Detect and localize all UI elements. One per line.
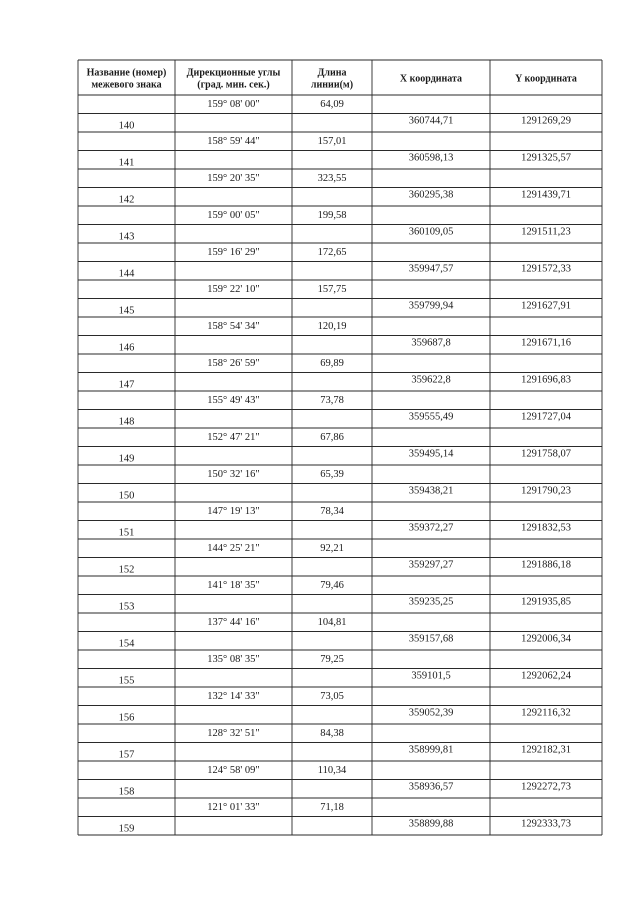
y-coordinate-cell: 1291790,23 xyxy=(521,485,571,497)
y-coordinate-cell: 1291572,33 xyxy=(521,263,571,275)
direction-angle-cell: 147° 19' 13" xyxy=(207,506,260,517)
table-row xyxy=(207,543,344,554)
column-header: Y координата xyxy=(515,73,577,85)
boundary-mark-cell: 145 xyxy=(118,305,135,317)
line-length-cell: 71,18 xyxy=(320,802,344,813)
table-row xyxy=(119,227,571,243)
direction-angle-cell: 155° 49' 43" xyxy=(207,395,260,406)
x-coordinate-cell: 360744,71 xyxy=(408,115,454,127)
table-row xyxy=(119,819,571,835)
table-row xyxy=(207,284,346,295)
table-row xyxy=(119,375,571,391)
direction-angle-cell: 132° 14' 33" xyxy=(207,691,260,702)
y-coordinate-cell: 1291627,91 xyxy=(521,300,571,312)
line-length-cell: 157,75 xyxy=(317,284,347,295)
direction-angle-cell: 159° 20' 35" xyxy=(207,173,260,184)
boundary-mark-cell: 149 xyxy=(118,453,135,465)
table-row xyxy=(119,597,571,613)
table-row xyxy=(119,301,571,317)
y-coordinate-cell: 1292062,24 xyxy=(521,670,571,682)
boundary-mark-cell: 141 xyxy=(118,157,135,169)
direction-angle-cell: 152° 47' 21" xyxy=(207,432,260,443)
table-row xyxy=(207,617,346,628)
y-coordinate-cell: 1291886,18 xyxy=(521,559,571,571)
boundary-mark-cell: 146 xyxy=(118,342,135,354)
direction-angle-cell: 128° 32' 51" xyxy=(207,728,260,739)
boundary-mark-cell: 150 xyxy=(118,490,135,502)
line-length-cell: 84,38 xyxy=(320,728,344,739)
table-row xyxy=(119,153,571,169)
x-coordinate-cell: 359157,68 xyxy=(408,633,454,645)
x-coordinate-cell: 359235,25 xyxy=(408,596,454,608)
boundary-mark-cell: 156 xyxy=(118,712,135,724)
x-coordinate-cell: 359947,57 xyxy=(408,263,454,275)
y-coordinate-cell: 1292333,73 xyxy=(521,818,571,830)
line-length-cell: 199,58 xyxy=(317,210,347,221)
column-header: линии(м) xyxy=(310,79,354,91)
table-row xyxy=(207,691,344,702)
table-row xyxy=(119,449,571,465)
boundary-mark-cell: 154 xyxy=(118,638,135,650)
y-coordinate-cell: 1291511,23 xyxy=(521,226,571,238)
table-row xyxy=(207,728,344,739)
boundary-mark-cell: 157 xyxy=(118,749,135,761)
table-row xyxy=(207,210,346,221)
table-row xyxy=(119,338,571,354)
column-header: Длина xyxy=(317,67,347,79)
x-coordinate-cell: 358999,81 xyxy=(408,744,454,756)
x-coordinate-cell: 359438,21 xyxy=(408,485,454,497)
direction-angle-cell: 158° 54' 34" xyxy=(207,321,260,332)
boundary-mark-cell: 148 xyxy=(118,416,135,428)
table-row xyxy=(119,264,571,280)
direction-angle-cell: 124° 58' 09" xyxy=(207,765,260,776)
direction-angle-cell: 159° 16' 29" xyxy=(207,247,260,258)
table-row xyxy=(207,580,344,591)
table-row xyxy=(119,116,571,132)
direction-angle-cell: 158° 26' 59" xyxy=(207,358,260,369)
x-coordinate-cell: 360109,05 xyxy=(408,226,454,238)
x-coordinate-cell: 360295,38 xyxy=(408,189,454,201)
x-coordinate-cell: 359101,5 xyxy=(411,670,451,682)
table-row xyxy=(119,523,571,539)
y-coordinate-cell: 1291671,16 xyxy=(521,337,571,349)
table-row xyxy=(207,654,344,665)
direction-angle-cell: 150° 32' 16" xyxy=(207,469,260,480)
line-length-cell: 65,39 xyxy=(320,469,344,480)
direction-angle-cell: 159° 08' 00" xyxy=(207,99,260,110)
direction-angle-cell: 141° 18' 35" xyxy=(207,580,260,591)
direction-angle-cell: 158° 59' 44" xyxy=(207,136,260,147)
x-coordinate-cell: 359799,94 xyxy=(408,300,454,312)
table-row xyxy=(207,173,346,184)
column-header: X координата xyxy=(399,73,463,85)
x-coordinate-cell: 359052,39 xyxy=(408,707,454,719)
y-coordinate-cell: 1292272,73 xyxy=(521,781,571,793)
line-length-cell: 73,05 xyxy=(320,691,344,702)
direction-angle-cell: 159° 22' 10" xyxy=(207,284,260,295)
x-coordinate-cell: 358936,57 xyxy=(408,781,454,793)
table-row xyxy=(119,745,571,761)
y-coordinate-cell: 1292182,31 xyxy=(521,744,571,756)
line-length-cell: 92,21 xyxy=(320,543,344,554)
column-header: межевого знака xyxy=(91,79,162,91)
column-header: (град. мин. сек.) xyxy=(197,79,270,91)
boundary-mark-cell: 140 xyxy=(118,120,135,132)
table-row xyxy=(119,190,571,206)
y-coordinate-cell: 1291325,57 xyxy=(521,152,571,164)
x-coordinate-cell: 359297,27 xyxy=(408,559,454,571)
table-row xyxy=(119,634,572,650)
line-length-cell: 157,01 xyxy=(317,136,347,147)
direction-angle-cell: 144° 25' 21" xyxy=(207,543,260,554)
line-length-cell: 78,34 xyxy=(320,506,344,517)
y-coordinate-cell: 1291935,85 xyxy=(521,596,571,608)
table-row xyxy=(207,395,344,406)
direction-angle-cell: 121° 01' 33" xyxy=(207,802,260,813)
direction-angle-cell: 159° 00' 05" xyxy=(207,210,260,221)
boundary-mark-cell: 153 xyxy=(118,601,135,613)
x-coordinate-cell: 359495,14 xyxy=(408,448,454,460)
table-row xyxy=(207,321,346,332)
direction-angle-cell: 135° 08' 35" xyxy=(207,654,260,665)
table-row xyxy=(207,247,346,258)
line-length-cell: 79,25 xyxy=(320,654,344,665)
boundary-mark-cell: 152 xyxy=(118,564,135,576)
table-row xyxy=(207,136,346,147)
table-row xyxy=(207,506,344,517)
column-header: Дирекционные углы xyxy=(186,67,281,79)
line-length-cell: 110,34 xyxy=(317,765,347,776)
boundary-mark-cell: 159 xyxy=(118,823,135,835)
boundary-mark-cell: 143 xyxy=(118,231,135,243)
table-row xyxy=(119,782,571,798)
line-length-cell: 104,81 xyxy=(317,617,347,628)
x-coordinate-cell: 360598,13 xyxy=(408,152,454,164)
boundary-mark-cell: 151 xyxy=(118,527,135,539)
boundary-mark-cell: 155 xyxy=(118,675,135,687)
line-length-cell: 172,65 xyxy=(317,247,347,258)
line-length-cell: 323,55 xyxy=(317,173,347,184)
y-coordinate-cell: 1291758,07 xyxy=(521,448,571,460)
table-row xyxy=(207,99,344,110)
table-row xyxy=(207,802,344,813)
boundary-mark-cell: 147 xyxy=(118,379,135,391)
table-row xyxy=(119,708,571,724)
table-row xyxy=(119,412,572,428)
table-header xyxy=(87,68,577,91)
y-coordinate-cell: 1291269,29 xyxy=(521,115,571,127)
y-coordinate-cell: 1291832,53 xyxy=(521,522,571,534)
line-length-cell: 64,09 xyxy=(320,99,344,110)
y-coordinate-cell: 1291727,04 xyxy=(521,411,571,423)
table-row xyxy=(119,671,572,687)
boundary-mark-cell: 142 xyxy=(118,194,135,206)
y-coordinate-cell: 1292116,32 xyxy=(521,707,571,719)
line-length-cell: 120,19 xyxy=(317,321,347,332)
line-length-cell: 73,78 xyxy=(320,395,344,406)
boundary-mark-cell: 158 xyxy=(118,786,135,798)
x-coordinate-cell: 358899,88 xyxy=(408,818,454,830)
table-row xyxy=(119,486,571,502)
line-length-cell: 67,86 xyxy=(320,432,344,443)
y-coordinate-cell: 1291439,71 xyxy=(521,189,571,201)
x-coordinate-cell: 359555,49 xyxy=(408,411,454,423)
x-coordinate-cell: 359622,8 xyxy=(411,374,451,386)
y-coordinate-cell: 1291696,83 xyxy=(521,374,571,386)
x-coordinate-cell: 359687,8 xyxy=(411,337,451,349)
line-length-cell: 69,89 xyxy=(320,358,344,369)
table-row xyxy=(119,560,571,576)
line-length-cell: 79,46 xyxy=(320,580,344,591)
y-coordinate-cell: 1292006,34 xyxy=(521,633,571,645)
column-header: Название (номер) xyxy=(86,67,167,79)
table-row xyxy=(207,469,344,480)
direction-angle-cell: 137° 44' 16" xyxy=(207,617,260,628)
table-row xyxy=(207,765,347,776)
x-coordinate-cell: 359372,27 xyxy=(408,522,454,534)
table-row xyxy=(207,432,344,443)
boundary-mark-cell: 144 xyxy=(118,268,135,280)
table-row xyxy=(207,358,344,369)
